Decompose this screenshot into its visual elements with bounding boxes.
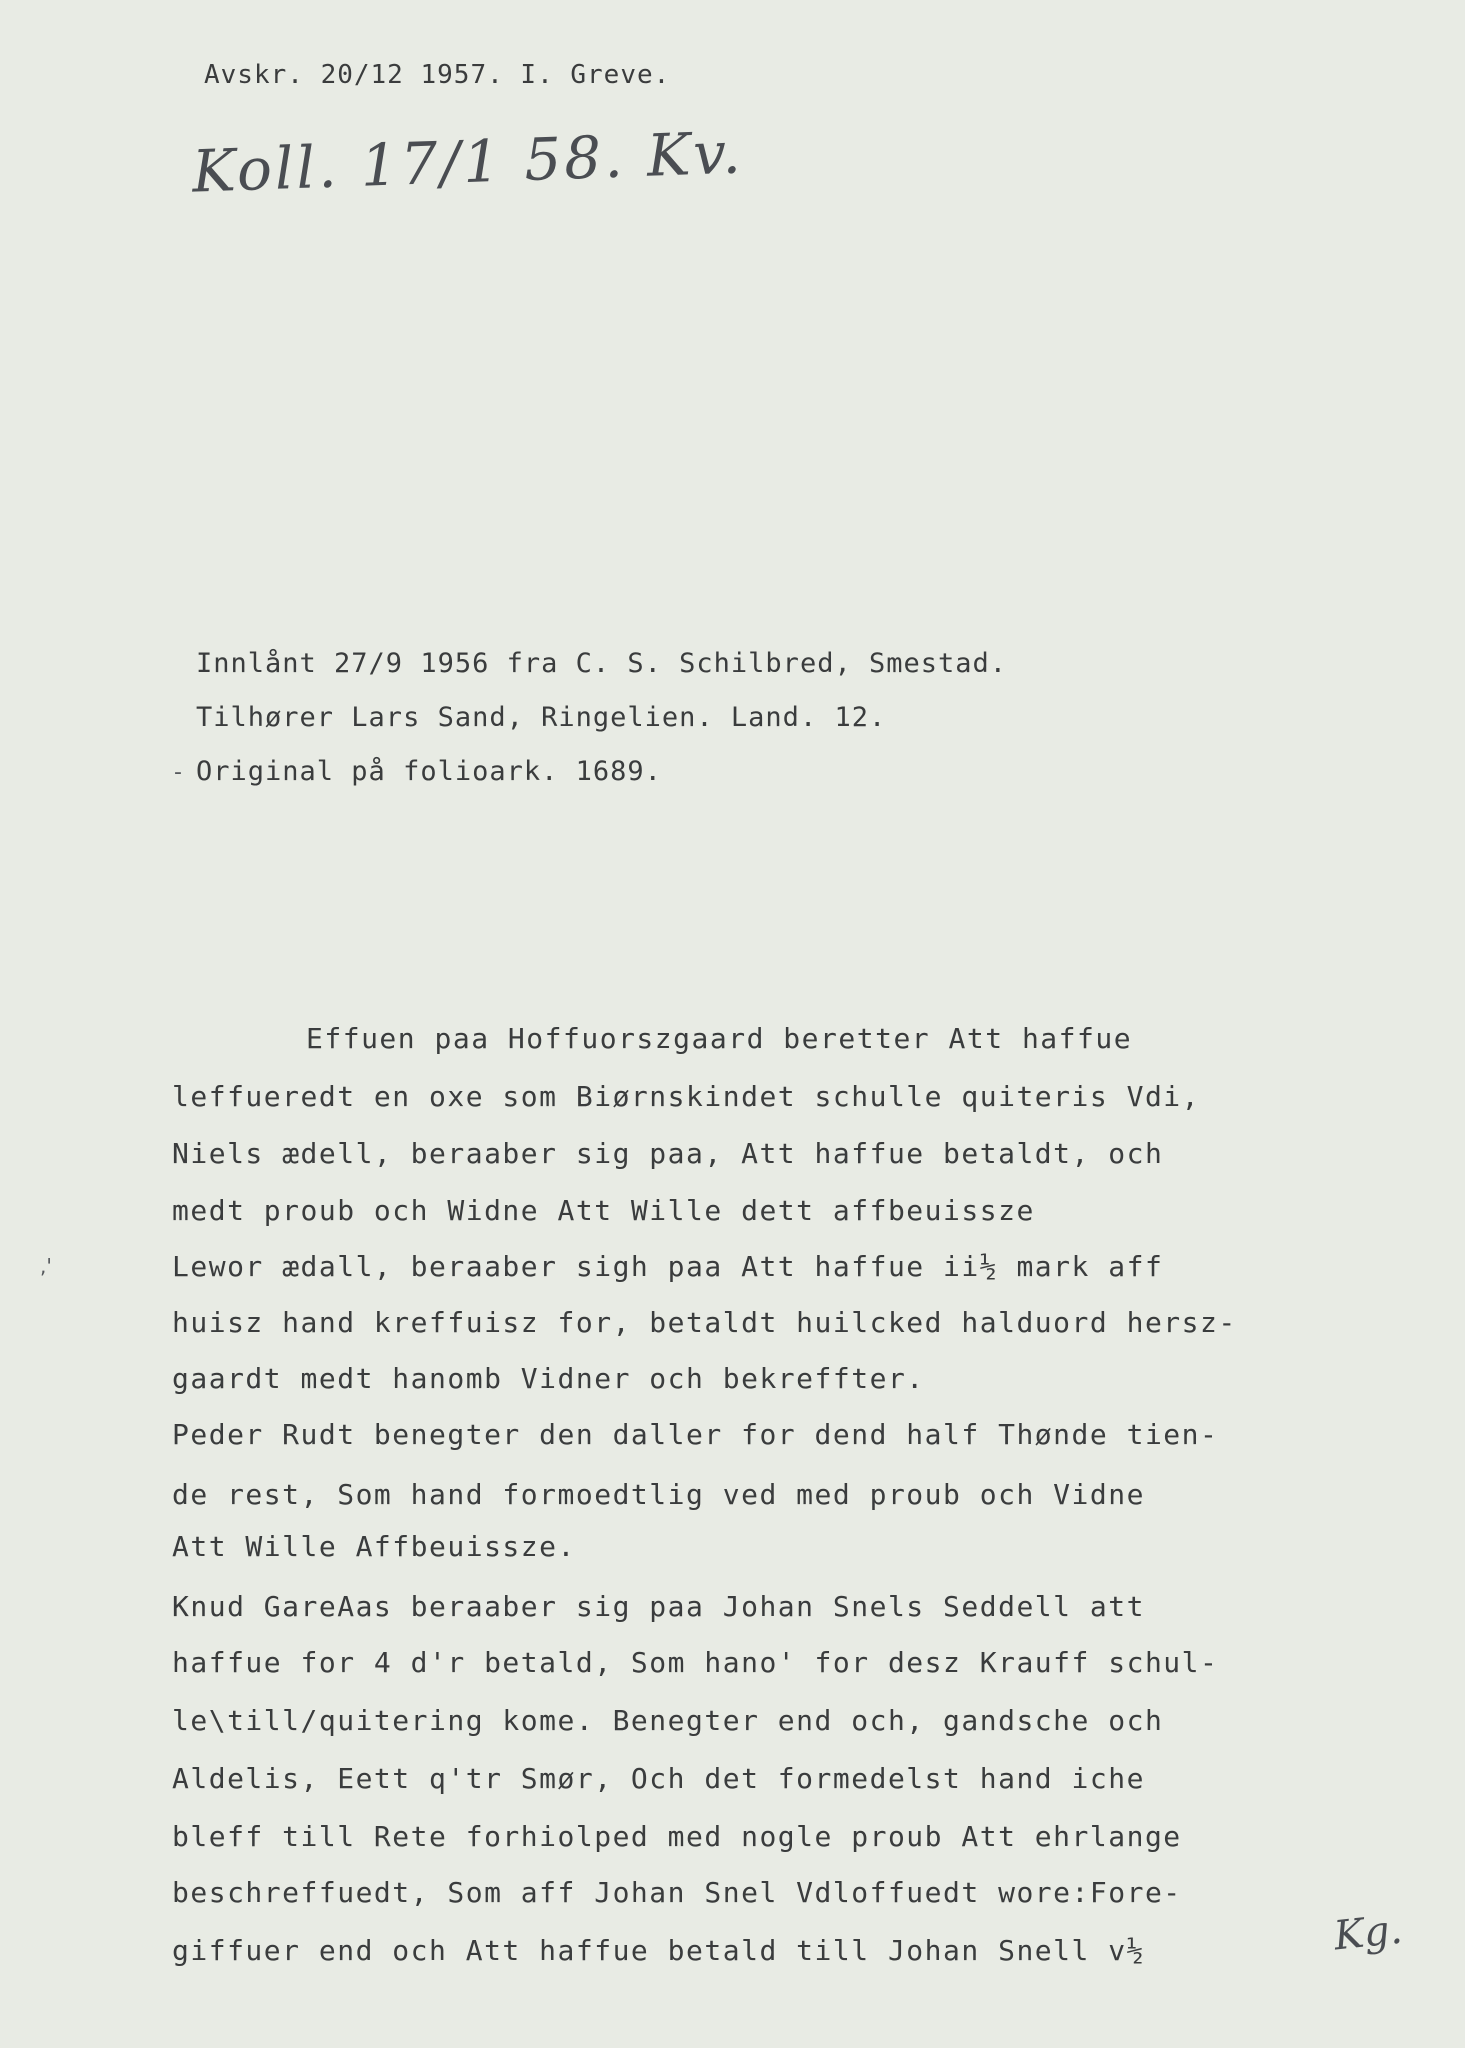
- margin-dash-mark: -: [174, 760, 182, 785]
- body-line: giffuer end och Att haffue betald till Johan Snell v½: [172, 1934, 1145, 1967]
- body-line: gaardt medt hanomb Vidner och bekreffter.: [172, 1362, 925, 1395]
- margin-tick-mark: ,': [40, 1254, 52, 1278]
- provenance-line: Innlånt 27/9 1956 fra C. S. Schilbred, Smestad.: [196, 648, 1008, 679]
- body-line: de rest, Som hand formoedtlig ved med proub och Vidne: [172, 1478, 1145, 1511]
- body-line: beschreffuedt, Som aff Johan Snel Vdloffuedt wore:Fore-: [172, 1876, 1182, 1909]
- transcript-line: Avskr. 20/12 1957. I. Greve.: [204, 60, 671, 90]
- body-line: le\till/quitering kome. Benegter end och, gandsche och: [172, 1704, 1164, 1737]
- body-line: Niels ædell, beraaber sig paa, Att haffue betaldt, och: [172, 1137, 1164, 1170]
- body-line: Lewor ædall, beraaber sigh paa Att haffue ii½ mark aff: [172, 1250, 1164, 1283]
- body-line: medt proub och Widne Att Wille dett affbeuissze: [172, 1194, 1035, 1227]
- body-line: Aldelis, Eett q'tr Smør, Och det formedelst hand iche: [172, 1762, 1145, 1795]
- provenance-line: Original på folioark. 1689.: [196, 756, 662, 787]
- body-line: haffue for 4 d'r betald, Som hano' for desz Krauff schul-: [172, 1646, 1219, 1679]
- body-line: Knud GareAas beraaber sig paa Johan Snels Seddell att: [172, 1590, 1145, 1623]
- body-line: huisz hand kreffuisz for, betaldt huilcked halduord hersz-: [172, 1306, 1237, 1339]
- body-line: Peder Rudt benegter den daller for dend half Thønde tien-: [172, 1418, 1219, 1451]
- body-line: Att Wille Affbeuissze.: [172, 1530, 576, 1563]
- corner-initials: Kg.: [1331, 1906, 1405, 1960]
- handwritten-check-note: Koll. 17/1 58. Kv.: [190, 118, 745, 206]
- body-line: leffueredt en oxe som Biørnskindet schulle quiteris Vdi,: [172, 1080, 1201, 1113]
- body-line: Effuen paa Hoffuorszgaard beretter Att haffue: [306, 1022, 1133, 1055]
- body-line: bleff till Rete forhiolped med nogle proub Att ehrlange: [172, 1820, 1182, 1853]
- provenance-line: Tilhører Lars Sand, Ringelien. Land. 12.: [196, 702, 887, 733]
